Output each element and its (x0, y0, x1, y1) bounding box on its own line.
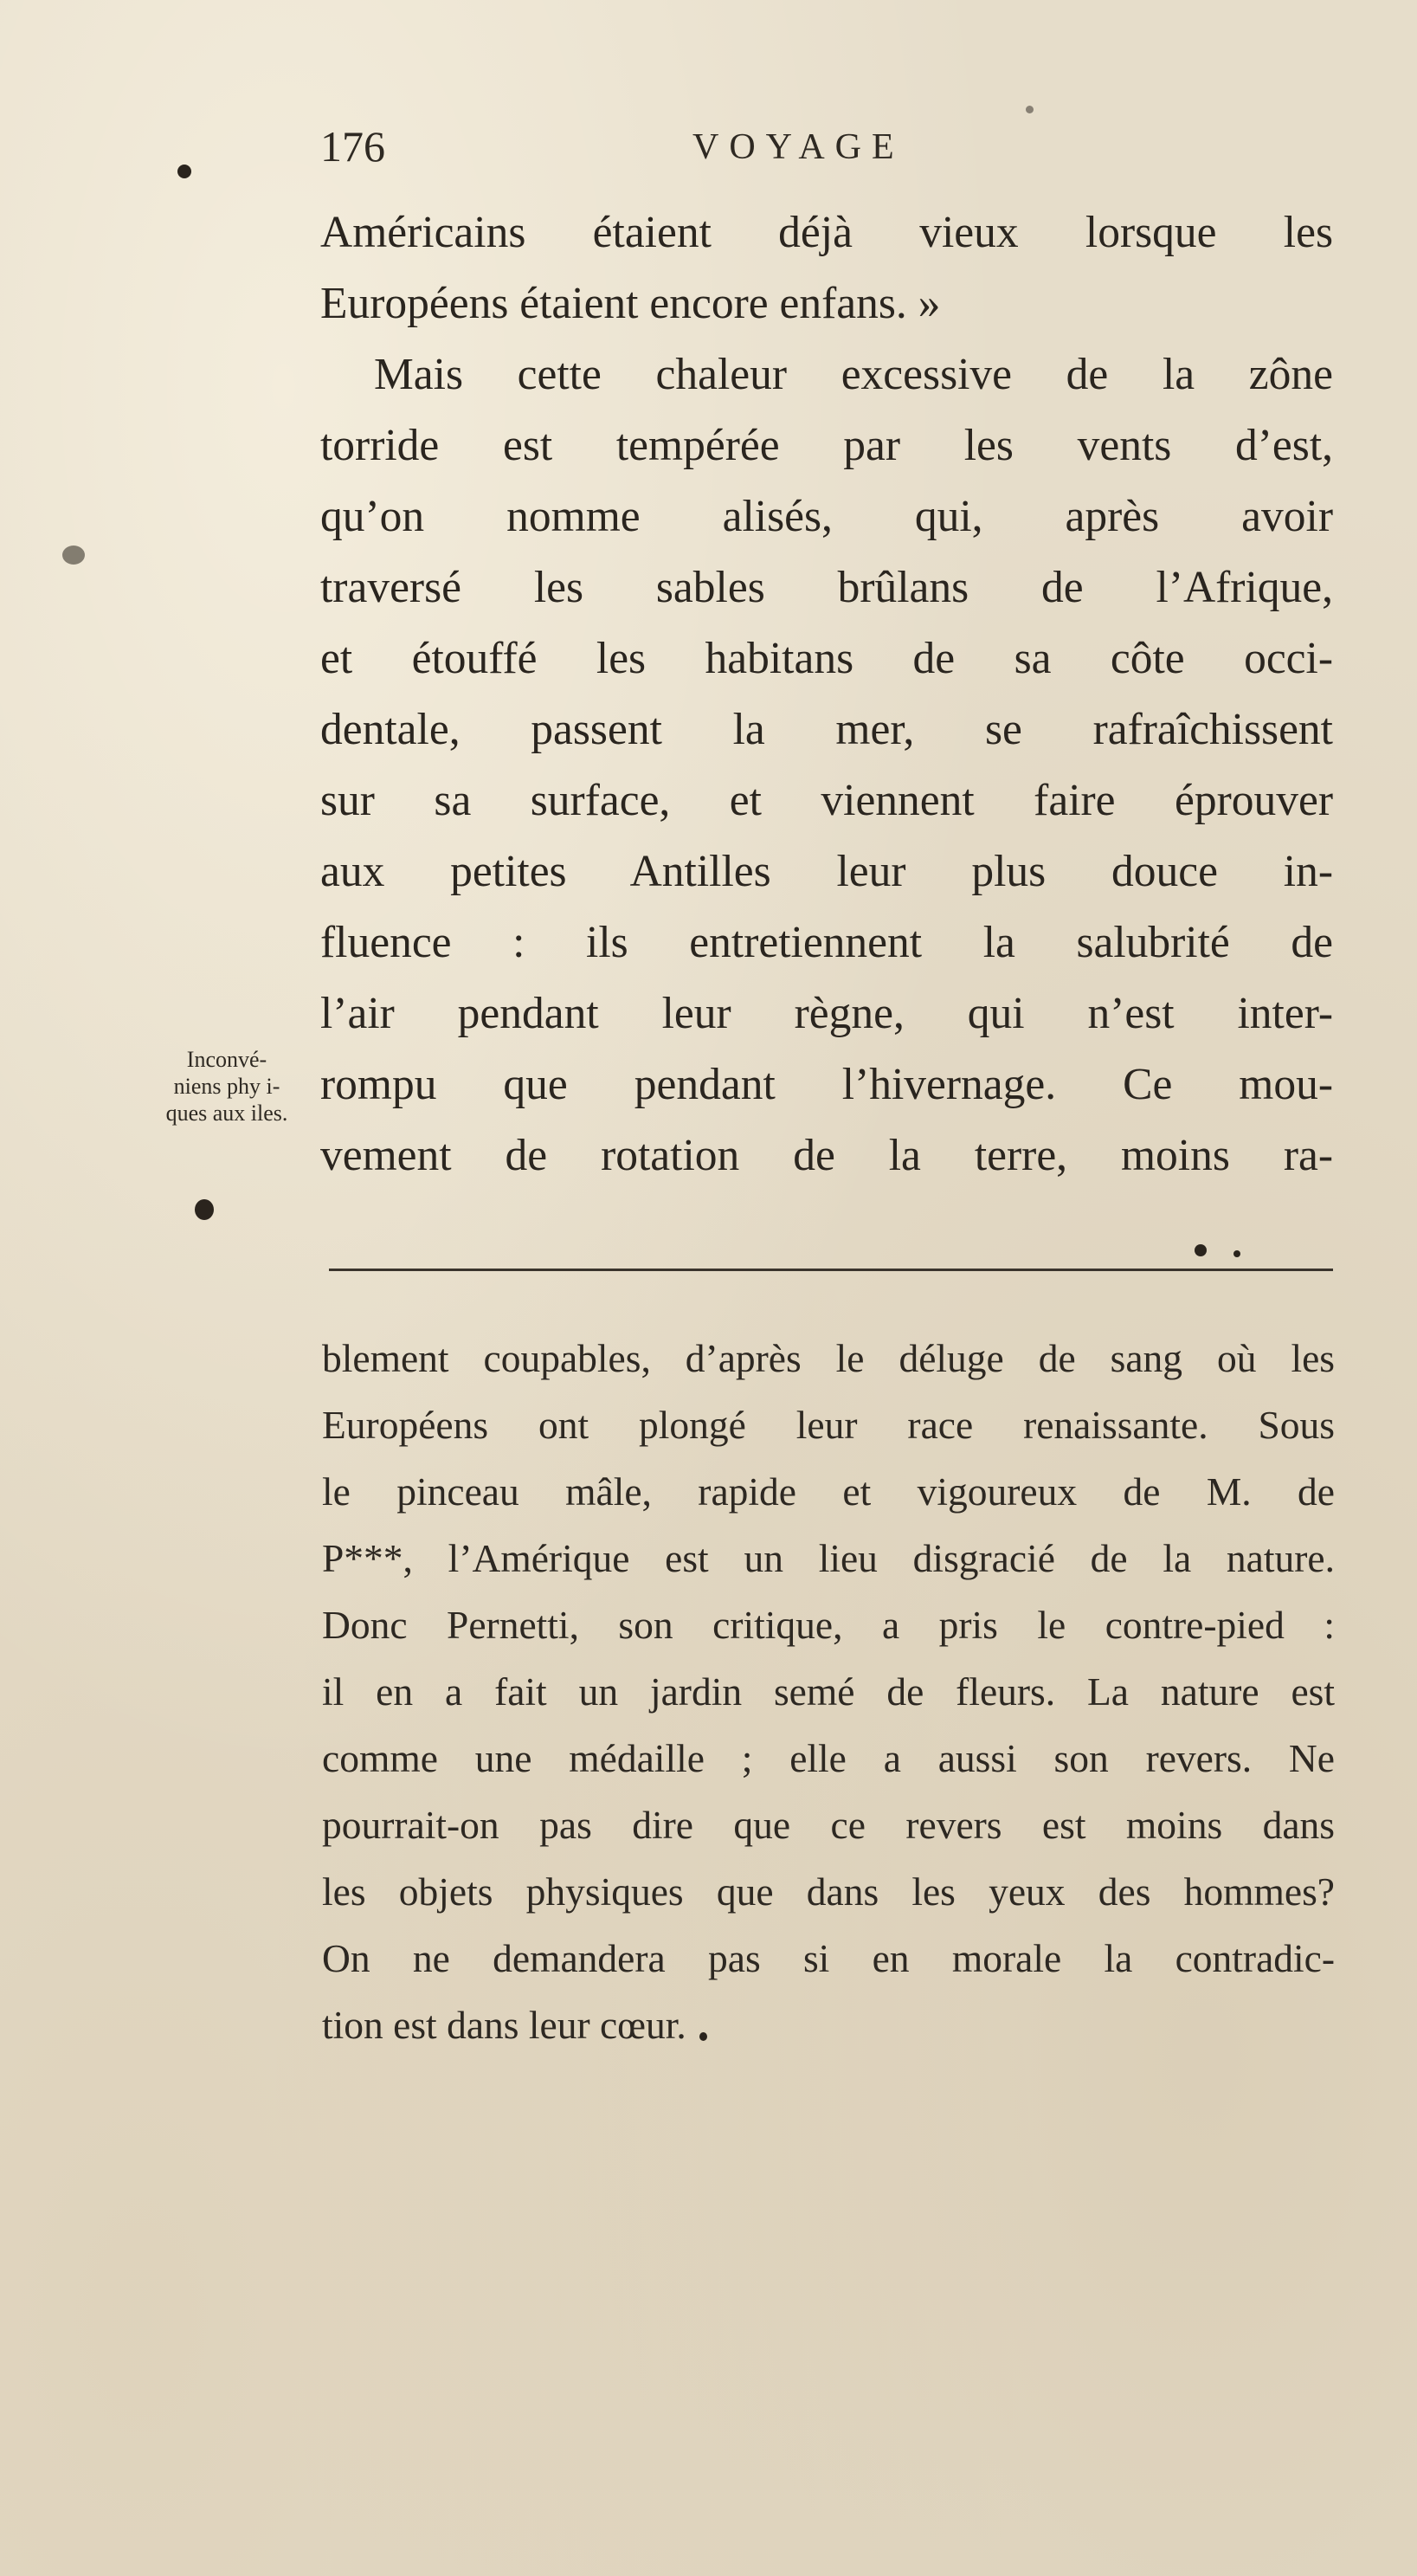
main-text-line: qu’on nomme alisés, qui, après avoir (320, 492, 1333, 541)
footnote-line: il en a fait un jardin semé de fleurs. La nature est (322, 1669, 1335, 1714)
running-title: VOYAGE (692, 127, 905, 167)
footnote-line: Donc Pernetti, son critique, a pris le contre-pied : (322, 1603, 1335, 1647)
main-text-line: Mais cette chaleur excessive de la zône (374, 350, 1333, 399)
ink-speck (1026, 106, 1034, 113)
main-text-line: Européens étaient encore enfans. » (320, 279, 941, 328)
footnote-line: pourrait-on pas dire que ce revers est moins dans (322, 1803, 1335, 1847)
main-text-line: dentale, passent la mer, se rafraîchissent (320, 705, 1333, 754)
main-text-block (320, 197, 1333, 1191)
margin-note-line: niens phy i- (173, 1074, 280, 1099)
ink-speck (699, 2032, 707, 2041)
main-text-line: traversé les sables brûlans de l’Afrique, (320, 563, 1333, 612)
page-number: 176 (320, 122, 385, 171)
main-text-line: Américains étaient déjà vieux lorsque les (320, 208, 1333, 257)
footnote-line: tion est dans leur cœur. (322, 2003, 686, 2047)
main-text-line: torride est tempérée par les vents d’est, (320, 421, 1333, 470)
ink-speck (1195, 1244, 1207, 1256)
main-text-line: fluence : ils entretiennent la salubrité de (320, 918, 1333, 967)
footnote-rule (329, 1269, 1333, 1271)
ink-speck (62, 546, 85, 565)
footnote-line: le pinceau mâle, rapide et vigoureux de M. de (322, 1469, 1335, 1514)
main-text-line: et étouffé les habitans de sa côte occi- (320, 634, 1333, 683)
footnote-line: On ne demandera pas si en morale la contradic- (322, 1936, 1335, 1980)
margin-note-line: Inconvé- (186, 1047, 267, 1072)
footnote-line: P***, l’Amérique est un lieu disgracié de la nature. (322, 1536, 1335, 1580)
footnote-block (322, 1325, 1335, 2058)
main-text-line: vement de rotation de la terre, moins ra- (320, 1131, 1333, 1180)
footnote-line: blement coupables, d’après le déluge de sang où les (322, 1336, 1335, 1380)
footnote-line: les objets physiques que dans les yeux des hommes? (322, 1869, 1335, 1914)
main-text-line: l’air pendant leur règne, qui n’est inter- (320, 989, 1333, 1038)
margin-note-line: ques aux iles. (165, 1101, 288, 1126)
footnote-line: comme une médaille ; elle a aussi son revers. Ne (322, 1736, 1335, 1780)
ink-speck (195, 1199, 214, 1220)
main-text-line: aux petites Antilles leur plus douce in- (320, 847, 1333, 896)
main-text-line: sur sa surface, et viennent faire éprouver (320, 776, 1333, 825)
main-text-line: rompu que pendant l’hivernage. Ce mou- (320, 1060, 1333, 1109)
ink-speck (177, 165, 191, 178)
footnote-line: Européens ont plongé leur race renaissante. Sous (322, 1403, 1335, 1447)
ink-speck (1233, 1250, 1240, 1257)
margin-note (140, 1046, 313, 1127)
page-header (320, 121, 1099, 182)
